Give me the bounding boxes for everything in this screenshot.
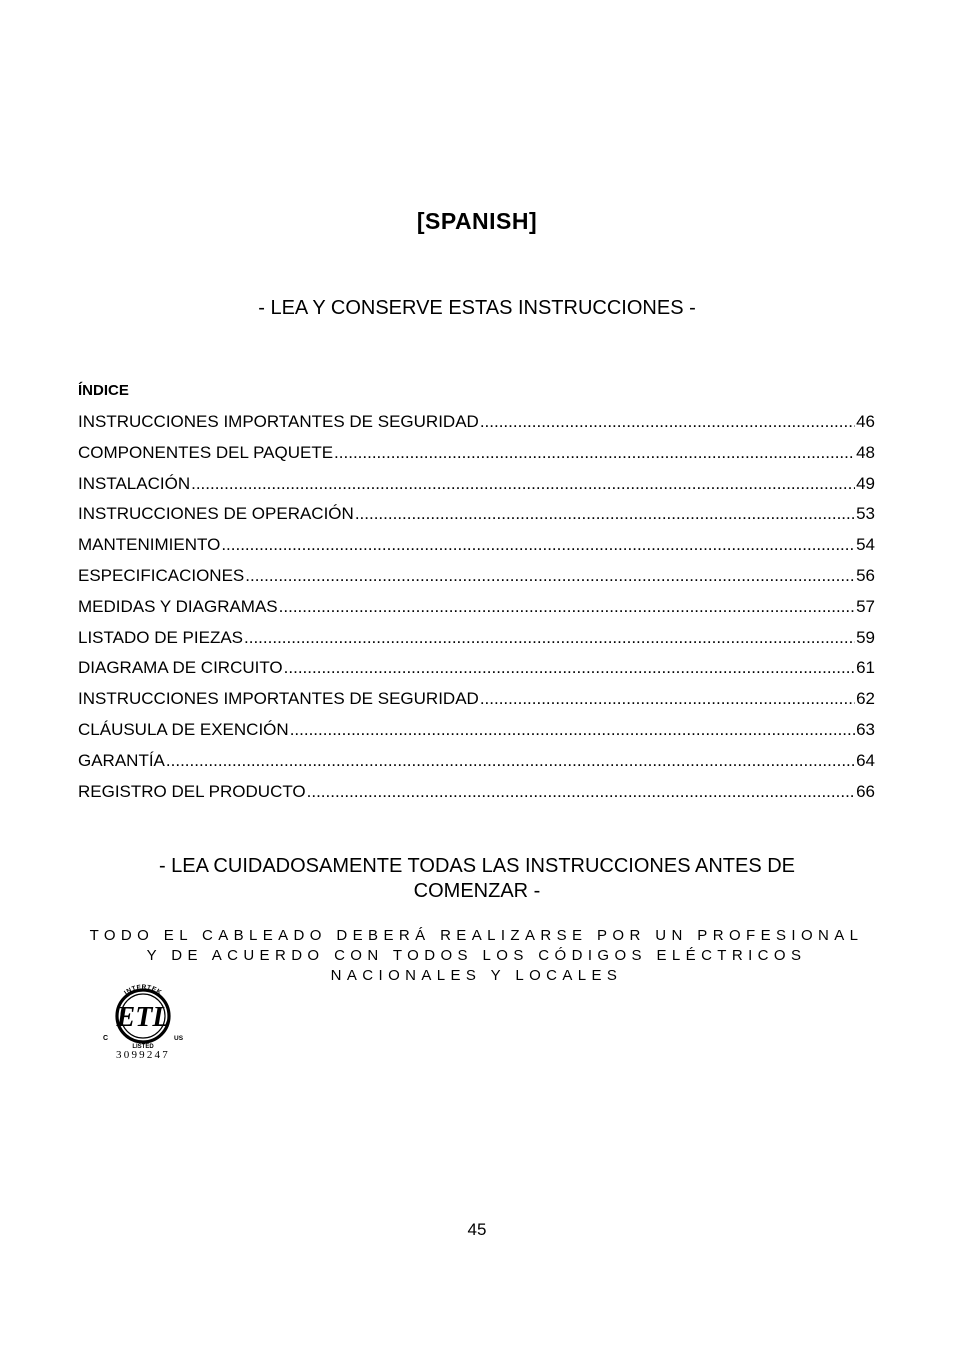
page-title: [SPANISH] [416, 208, 538, 234]
toc-dot-leader [279, 594, 855, 620]
page-number: 45 [467, 1220, 487, 1239]
toc-entry-page: 63 [856, 719, 875, 739]
toc-entry-label: INSTRUCCIONES IMPORTANTES DE SEGURIDAD [78, 412, 479, 431]
toc-entry-page: 49 [856, 473, 875, 493]
toc-entry-page: 56 [856, 565, 875, 585]
toc-dot-leader [290, 717, 855, 743]
toc-dot-leader [480, 409, 855, 435]
toc-entry-page: 64 [856, 750, 875, 770]
toc-dot-leader [244, 625, 855, 651]
toc-entry-page: 59 [856, 627, 875, 647]
certification-number: 3099247 [116, 1049, 170, 1061]
etl-mark-top-text: INTERTEK [123, 983, 163, 997]
toc-entry-page: 54 [856, 535, 875, 555]
toc-entry-label: COMPONENTES DEL PAQUETE [78, 442, 334, 462]
etl-mark-bottom-text: LISTED [132, 1044, 154, 1050]
toc-entry [78, 440, 875, 471]
toc-dot-leader [480, 686, 855, 712]
etl-mark-right-text: US [174, 1035, 184, 1042]
toc-entry-label: DIAGRAMA DE CIRCUITO [78, 658, 283, 678]
toc-entry [78, 409, 875, 440]
wiring-note: TODO EL CABLEADO DEBERÁ REALIZARSE POR UN PROFESIONAL Y DE ACUERDO CON TODOS LOS CÓDIGOS ELÉCTRICOS NACIONALES Y LOCALES [89, 927, 864, 984]
toc-entry [78, 471, 875, 502]
toc-entry [78, 563, 875, 594]
toc-heading: ÍNDICE [78, 382, 129, 399]
toc-entry-label: INSTRUCCIONES IMPORTANTES DE SEGURIDAD [78, 689, 479, 709]
toc-entry [78, 532, 875, 563]
toc-dot-leader [334, 440, 855, 466]
etl-mark-center-text: ETL [116, 1002, 170, 1033]
warning-heading: - LEA CUIDADOSAMENTE TODAS LAS INSTRUCCIONES ANTES DE COMENZAR - [158, 855, 796, 902]
toc-entry-page: 48 [856, 442, 875, 462]
toc-entry-label: MEDIDAS Y DIAGRAMAS [78, 596, 278, 616]
toc-entry-page: 53 [856, 504, 875, 524]
toc-dot-leader [307, 779, 855, 805]
toc-entry-page: 61 [856, 658, 875, 678]
toc-dot-leader [166, 748, 855, 774]
toc-entry-label: ESPECIFICACIONES [78, 565, 245, 585]
toc-entry [78, 686, 875, 717]
toc-entry [78, 501, 875, 532]
toc-dot-leader [245, 563, 855, 589]
toc-dot-leader [221, 532, 855, 558]
toc-entry-label: CLÁUSULA DE EXENCIÓN [78, 719, 289, 739]
toc-entry [78, 594, 875, 625]
etl-mark-left-text: C [103, 1035, 109, 1042]
svg-text:INTERTEK [123, 984, 163, 997]
toc-entry [78, 779, 875, 810]
toc-entry-label: GARANTÍA [78, 750, 165, 770]
toc-entry-label: INSTALACIÓN [78, 473, 191, 493]
toc-entry-label: INSTRUCCIONES DE OPERACIÓN [78, 504, 354, 524]
toc-entry-label: LISTADO DE PIEZAS [78, 627, 244, 647]
toc-entry [78, 655, 875, 686]
toc-entry [78, 748, 875, 779]
toc-dot-leader [355, 501, 855, 527]
toc-entry-page: 66 [856, 781, 875, 801]
toc-entry-page: 62 [856, 689, 875, 709]
toc-entry-label: MANTENIMIENTO [78, 535, 221, 555]
toc-entry-page: 46 [856, 412, 875, 431]
subtitle: - LEA Y CONSERVE ESTAS INSTRUCCIONES - [258, 297, 696, 319]
toc-entry-page: 57 [856, 596, 875, 616]
toc-entry [78, 625, 875, 656]
toc-dot-leader [284, 655, 855, 681]
table-of-contents [78, 409, 875, 809]
toc-entry-label: REGISTRO DEL PRODUCTO [78, 781, 306, 801]
toc-dot-leader [191, 471, 855, 497]
toc-entry [78, 717, 875, 748]
